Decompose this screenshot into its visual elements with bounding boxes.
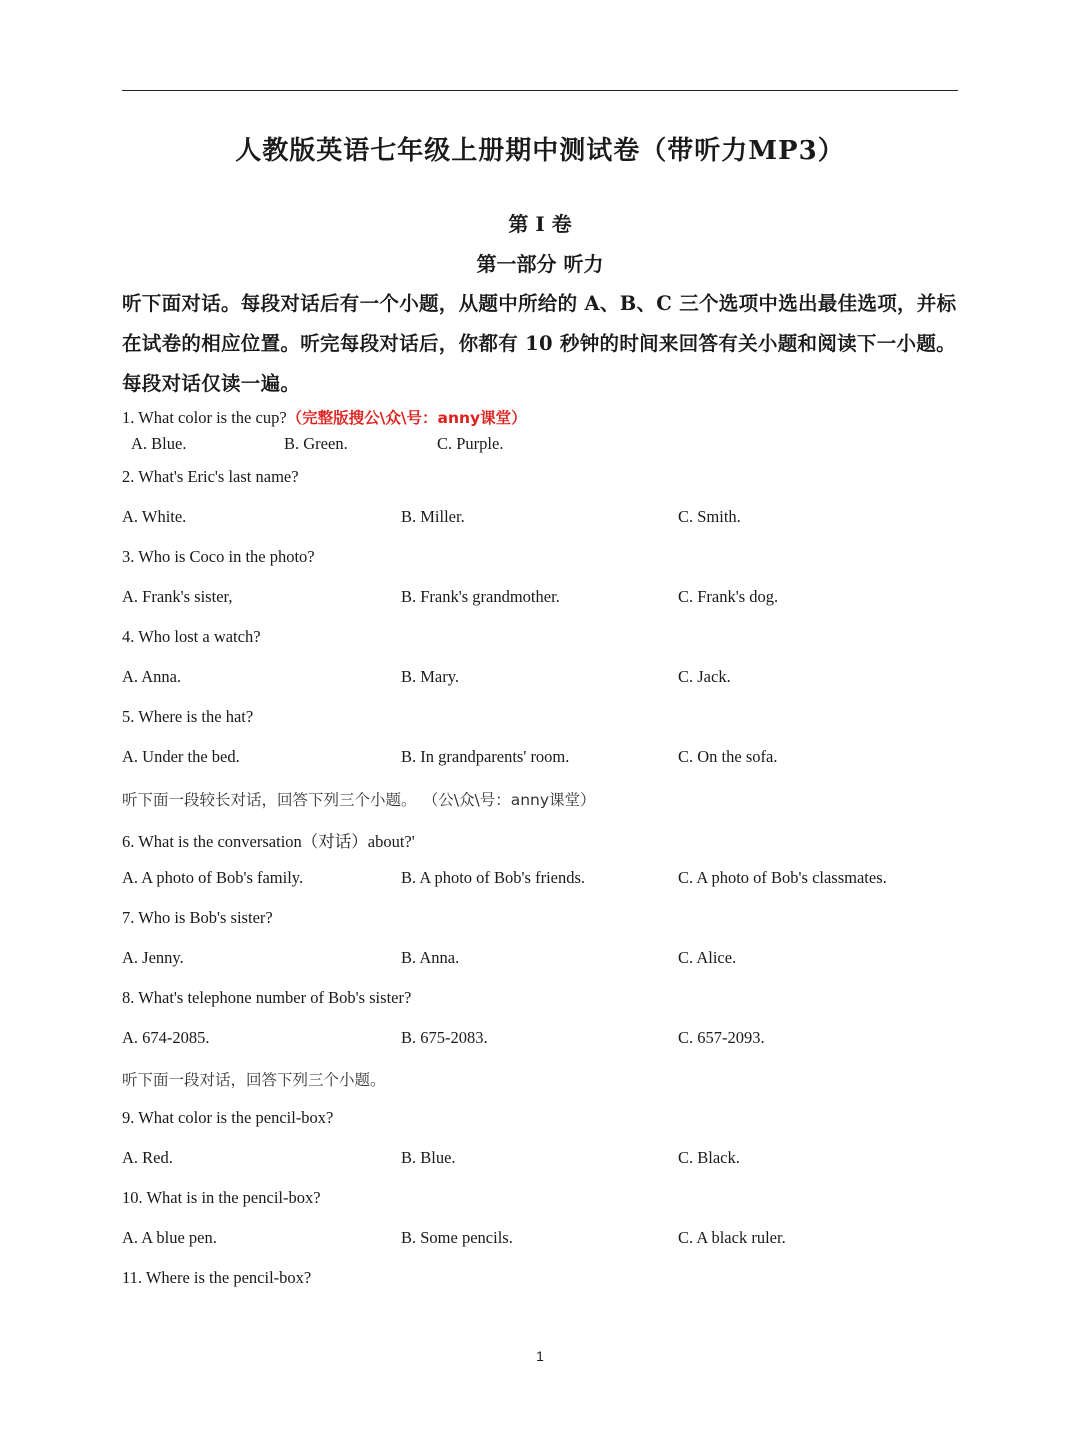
volume-heading: 第 I 卷 (508, 212, 572, 236)
q2-option-b: B. Miller. (401, 507, 465, 526)
q5-option-a: A. Under the bed. (122, 747, 240, 766)
q8-option-a: A. 674-2085. (122, 1028, 210, 1047)
promo-note: （完整版搜公\众\号：anny课堂） (286, 409, 527, 427)
q9-option-c: C. Black. (678, 1148, 740, 1167)
question-10: 10. What is in the pencil-box? (122, 1188, 321, 1207)
q5-option-b: B. In grandparents' room. (401, 747, 570, 766)
q7-option-c: C. Alice. (678, 948, 737, 967)
question-9: 9. What color is the pencil-box? (122, 1108, 334, 1127)
q3-option-b: B. Frank's grandmother. (401, 587, 560, 606)
q1-option-b: B. Green. (284, 434, 348, 453)
top-rule (122, 90, 958, 91)
q10-option-c: C. A black ruler. (678, 1228, 786, 1247)
question-3: 3. Who is Coco in the photo? (122, 547, 315, 566)
q10-option-b: B. Some pencils. (401, 1228, 513, 1247)
q6-option-a: A. A photo of Bob's family. (122, 868, 304, 887)
q6-option-b: B. A photo of Bob's friends. (401, 868, 586, 887)
question-5: 5. Where is the hat? (122, 707, 254, 726)
question-7: 7. Who is Bob's sister? (122, 908, 273, 927)
question-8: 8. What's telephone number of Bob's sister? (122, 988, 412, 1007)
q3-option-c: C. Frank's dog. (678, 587, 779, 606)
q2-option-a: A. White. (122, 507, 187, 526)
q3-option-a: A. Frank's sister, (122, 587, 233, 606)
section-2-intro-text: 听下面一段较长对话，回答下列三个小题。 (122, 791, 417, 809)
section-2-note: （公\众\号：anny课堂） (430, 791, 596, 809)
q8-option-b: B. 675-2083. (401, 1028, 488, 1047)
q8-option-c: C. 657-2093. (678, 1028, 765, 1047)
q9-option-b: B. Blue. (401, 1148, 456, 1167)
q2-option-c: C. Smith. (678, 507, 741, 526)
part-heading: 第一部分 听力 (476, 252, 604, 276)
q4-option-c: C. Jack. (678, 667, 731, 686)
q4-option-b: B. Mary. (401, 667, 460, 686)
q9-option-a: A. Red. (122, 1148, 173, 1167)
instructions: 听下面对话。每段对话后有一个小题，从题中所给的 A、B、C 三个选项中选出最佳选项，并标在试卷的相应位置。听完每段对话后，你都有 10 秒钟的时间来回答有关小题和阅读下一小题。每段对话仅读一遍。 (122, 292, 957, 395)
q10-option-a: A. A blue pen. (122, 1228, 217, 1247)
q5-option-c: C. On the sofa. (678, 747, 778, 766)
q7-option-b: B. Anna. (401, 948, 460, 967)
page-title: 人教版英语七年级上册期中测试卷（带听力MP3） (235, 136, 845, 166)
q6-option-c: C. A photo of Bob's classmates. (678, 868, 887, 887)
question-1 (122, 406, 527, 428)
q7-option-a: A. Jenny. (122, 948, 184, 967)
page-number: 1 (536, 1348, 544, 1364)
question-4: 4. Who lost a watch? (122, 627, 261, 646)
question-1-text: 1. What color is the cup? (122, 408, 287, 427)
q1-option-c: C. Purple. (437, 434, 504, 453)
question-11: 11. Where is the pencil-box? (122, 1268, 312, 1287)
section-3-intro: 听下面一段对话，回答下列三个小题。 (122, 1071, 386, 1089)
question-2: 2. What's Eric's last name? (122, 467, 299, 486)
question-6: 6. What is the conversation（对话）about?' (122, 832, 415, 851)
q4-option-a: A. Anna. (122, 667, 182, 686)
q1-option-a: A. Blue. (131, 434, 187, 453)
section-2-intro (122, 788, 596, 810)
